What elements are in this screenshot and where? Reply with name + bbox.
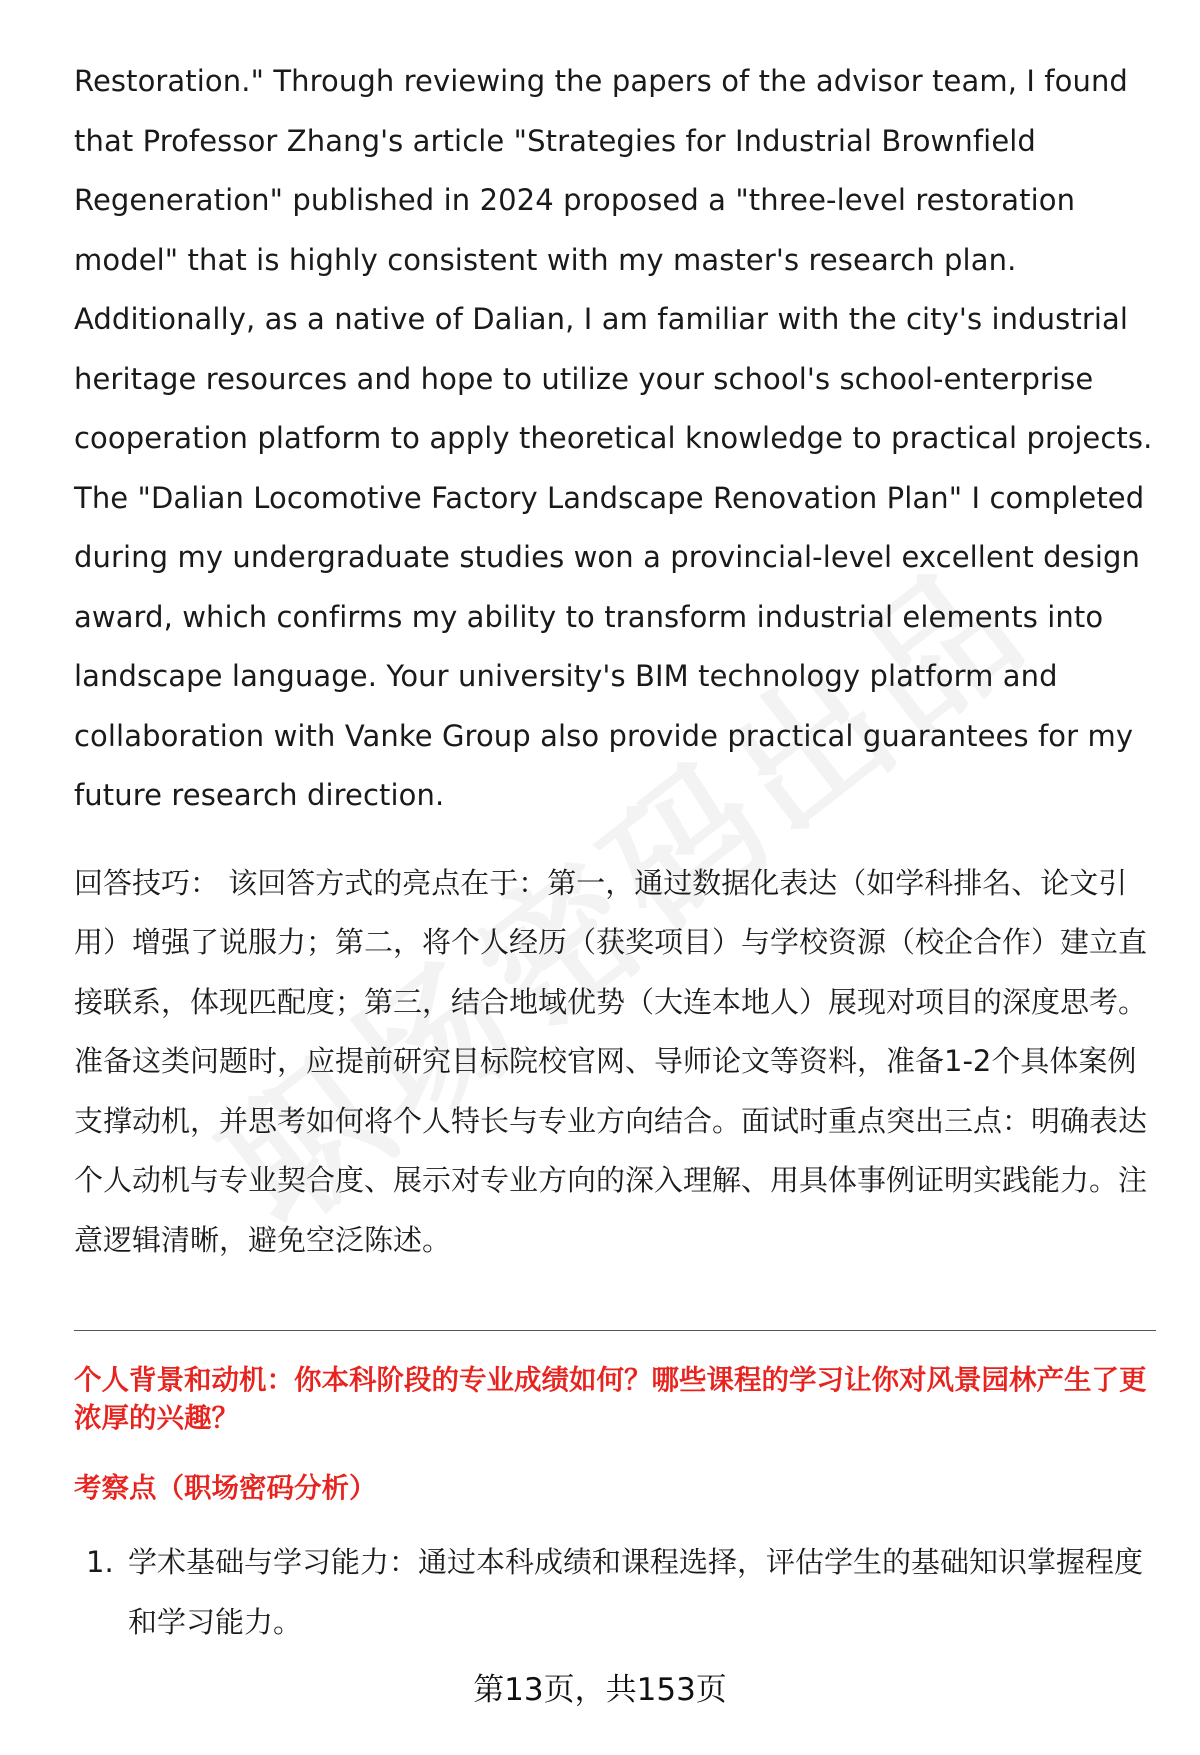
question-heading: 个人背景和动机：你本科阶段的专业成绩如何？哪些课程的学习让你对风景园林产生了更浓厚的兴趣？ [74,1364,1147,1434]
list-item-text: 学术基础与学习能力：通过本科成绩和课程选择，评估学生的基础知识掌握程度和学习能力。 [128,1545,1144,1639]
body-paragraph: Restoration." Through reviewing the papers of the advisor team, I found that Professor Zhang's article "Strategies for Industrial Brownfield Regeneration" published in 2024 proposed a "three-level restoration model" that is highly consistent with my master's research plan. Additionally, as a native of Dalian, I am familiar with the city's industrial heritage resources and hope to utilize your school's school-enterprise cooperation platform to apply theoretical knowledge to practical projects. The "Dalian Locomotive Factory Landscape Renovation Plan" I completed during my undergraduate studies won a provincial-level excellent design award, which confirms my ability to transform industrial elements into landscape language. Your university's BIM technology platform and collaboration with Vanke Group also provide practical guarantees for my future research direction. [74,64,1153,812]
section-divider [74,1330,1156,1331]
list-number: 1. [86,1545,114,1579]
list-item [74,1533,1156,1652]
page-footer: 第13页，共153页 [473,1672,727,1708]
answer-tips-paragraph: 回答技巧： 该回答方式的亮点在于：第一，通过数据化表达（如学科排名、论文引用）增强了说服力；第二，将个人经历（获奖项目）与学校资源（校企合作）建立直接联系，体现匹配度；第三，结合地域优势（大连本地人）展现对项目的深度思考。准备这类问题时，应提前研究目标院校官网、导师论文等资料，准备1-2个具体案例支撑动机，并思考如何将个人特长与专业方向结合。面试时重点突出三点：明确表达个人动机与专业契合度、展示对专业方向的深入理解、用具体事例证明实践能力。注意逻辑清晰，避免空泛陈述。 [74,865,1148,1257]
assessment-list [74,1533,1156,1652]
document-page [74,52,1156,1652]
section-title: 考察点（职场密码分析） [74,1472,377,1504]
